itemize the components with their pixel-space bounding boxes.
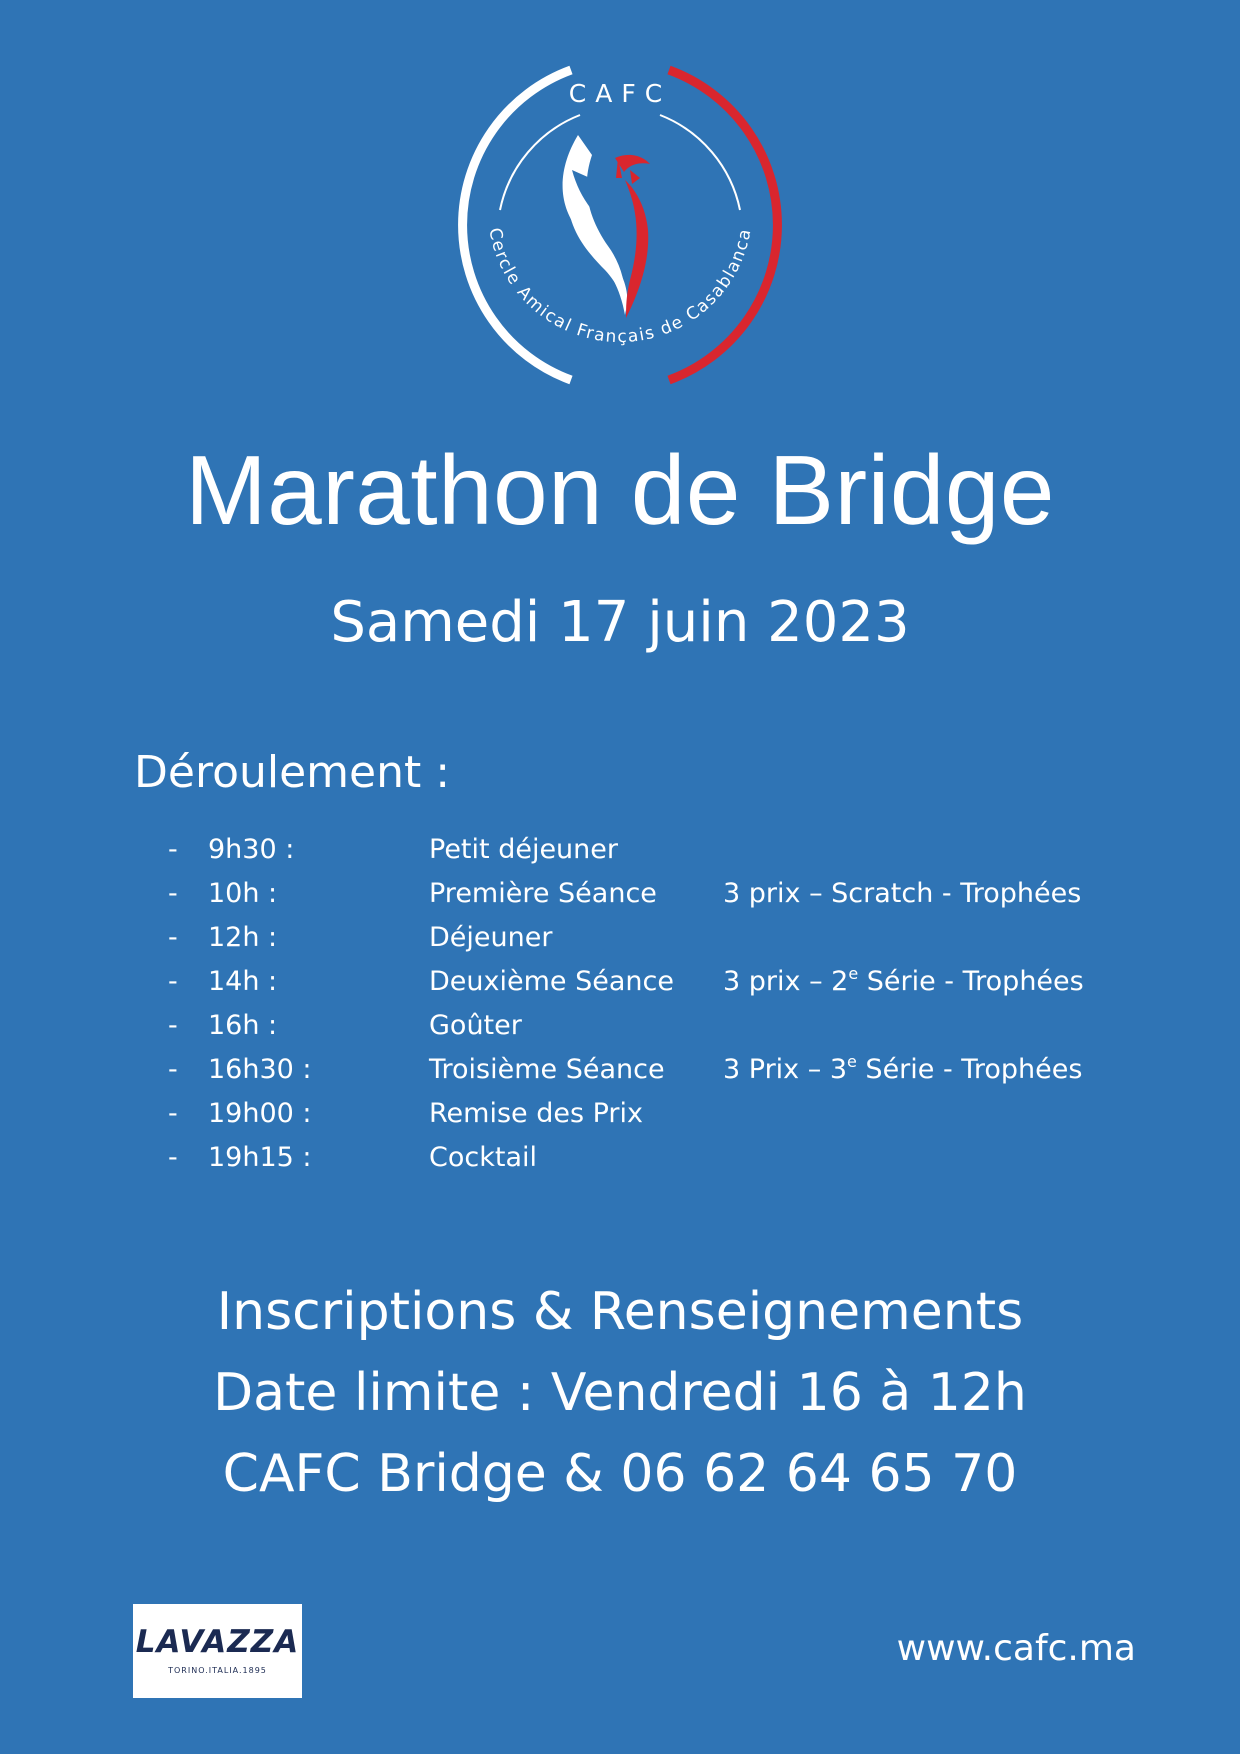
schedule-time: 12h : — [208, 922, 278, 953]
prize-text-rest: Série - Trophées — [856, 1054, 1083, 1085]
schedule-item — [168, 916, 1168, 960]
prize-text: 3 prix – 2 — [723, 966, 849, 997]
program-heading: Déroulement : — [134, 747, 451, 798]
registration-heading: Inscriptions & Renseignements — [216, 1282, 1024, 1342]
schedule-time: 19h15 : — [208, 1142, 312, 1173]
schedule-activity: Première Séance — [429, 878, 657, 909]
bullet-dash: - — [168, 922, 178, 953]
schedule-activity: Deuxième Séance — [429, 966, 674, 997]
schedule-time: 10h : — [208, 878, 278, 909]
schedule-activity: Troisième Séance — [429, 1054, 665, 1085]
schedule-activity: Remise des Prix — [429, 1098, 644, 1129]
bullet-dash: - — [168, 834, 178, 865]
bullet-dash: - — [168, 1010, 178, 1041]
schedule-time: 9h30 : — [208, 834, 295, 865]
schedule-time: 19h00 : — [208, 1098, 312, 1129]
contact-text: CAFC Bridge & 06 62 64 65 70 — [222, 1444, 1018, 1504]
event-date: Samedi 17 juin 2023 — [330, 590, 910, 655]
prize-text: 3 Prix – 3 — [723, 1054, 847, 1085]
schedule-activity: Goûter — [429, 1010, 522, 1041]
page-title: Marathon de Bridge — [185, 435, 1055, 545]
prize-superscript: e — [847, 1052, 857, 1071]
registration-info — [0, 1272, 1240, 1515]
schedule-item — [168, 872, 1168, 916]
schedule-list — [168, 828, 1168, 1180]
cafc-emblem-icon — [440, 60, 800, 400]
prize-text-rest: Série - Trophées — [858, 966, 1084, 997]
schedule-activity: Cocktail — [429, 1142, 537, 1173]
sponsor-tagline: TORINO.ITALIA.1895 — [168, 1666, 267, 1675]
schedule-item — [168, 1004, 1168, 1048]
schedule-item — [168, 828, 1168, 872]
schedule-item — [168, 1048, 1168, 1092]
schedule-prize — [723, 960, 1084, 1004]
bullet-dash: - — [168, 1054, 178, 1085]
bullet-dash: - — [168, 966, 178, 997]
logo-ring-text: Cercle Amical Français de Casablanca — [484, 226, 756, 348]
schedule-time: 16h30 : — [208, 1054, 312, 1085]
sponsor-name: LAVAZZA — [135, 1624, 300, 1660]
schedule-time: 14h : — [208, 966, 278, 997]
schedule-item — [168, 960, 1168, 1004]
schedule-item — [168, 1092, 1168, 1136]
schedule-item — [168, 1136, 1168, 1180]
website-link[interactable]: www.cafc.ma — [896, 1628, 1136, 1669]
prize-superscript: e — [848, 964, 859, 983]
schedule-prize — [723, 1048, 1082, 1092]
schedule-activity: Déjeuner — [429, 922, 553, 953]
schedule-prize: 3 prix – Scratch - Trophées — [723, 878, 1082, 909]
sponsor-logo — [133, 1604, 302, 1698]
bullet-dash: - — [168, 1098, 178, 1129]
logo-acronym: CAFC — [568, 79, 672, 108]
bullet-dash: - — [168, 1142, 178, 1173]
bullet-dash: - — [168, 878, 178, 909]
schedule-time: 16h : — [208, 1010, 278, 1041]
cafc-logo — [440, 60, 800, 400]
schedule-activity: Petit déjeuner — [429, 834, 618, 865]
deadline-text: Date limite : Vendredi 16 à 12h — [213, 1363, 1027, 1423]
